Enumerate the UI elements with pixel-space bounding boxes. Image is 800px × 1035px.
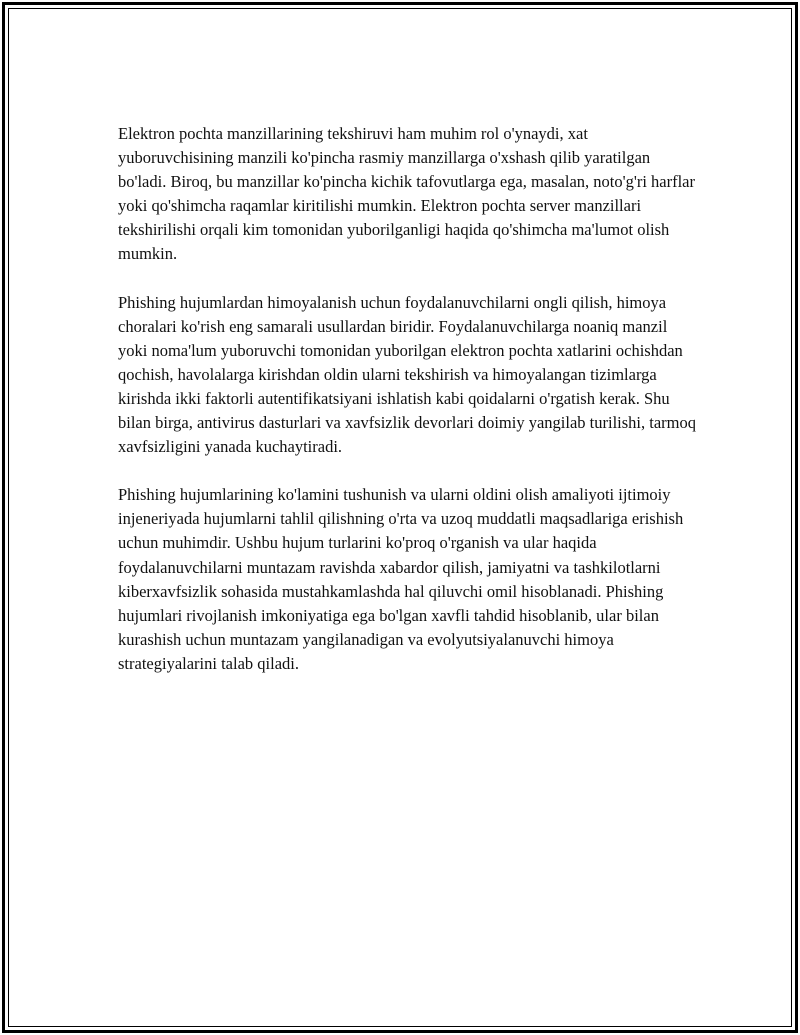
- document-body: [118, 122, 698, 700]
- paragraph-1: Elektron pochta manzillarining tekshiruvi ham muhim rol o'ynaydi, xat yuboruvchisining manzili ko'pincha rasmiy manzillarga o'xshash qilib yaratilgan bo'ladi. Biroq, bu manzillar ko'pincha kichik tafovutlarga ega, masalan, noto'g'ri harflar yoki qo'shimcha raqamlar kiritilishi mumkin. Elektron pochta server manzillari tekshirilishi orqali kim tomonidan yuborilganligi haqida qo'shimcha ma'lumot olish mumkin.: [118, 124, 695, 264]
- page-frame: [2, 2, 798, 1033]
- paragraph-3: Phishing hujumlarining ko'lamini tushunish va ularni oldini olish amaliyoti ijtimoiy injeneriyada hujumlarni tahlil qilishning o'rta va uzoq muddatli maqsadlariga erishish uchun muhimdir. Ushbu hujum turlarini ko'proq o'rganish va ular haqida foydalanuvchilarni muntazam ravishda xabardor qilish, jamiyatni va tashkilotlarni kiberxavfsizlik sohasida mustahkamlashda hal qiluvchi omil hisoblanadi. Phishing hujumlari rivojlanish imkoniyatiga ega bo'lgan xavfli tahdid hisoblanib, ular bilan kurashish uchun muntazam yangilanadigan va evolyutsiyalanuvchi himoya strategiyalarini talab qiladi.: [118, 485, 684, 673]
- paragraph-2: Phishing hujumlardan himoyalanish uchun foydalanuvchilarni ongli qilish, himoya choralari ko'rish eng samarali usullardan biridir. Foydalanuvchilarga noaniq manzil yoki noma'lum yuboruvchi tomonidan yuborilgan elektron pochta xatlarini ochishdan qochish, havolalarga kirishdan oldin ularni tekshirish va himoyalangan tizimlarga kirishda ikki faktorli autentifikatsiyani ishlatish kabi qoidalarni o'rgatish kerak. Shu bilan birga, antivirus dasturlari va xavfsizlik devorlari doimiy yangilab turilishi, tarmoq xavfsizligini yanada kuchaytiradi.: [118, 292, 696, 457]
